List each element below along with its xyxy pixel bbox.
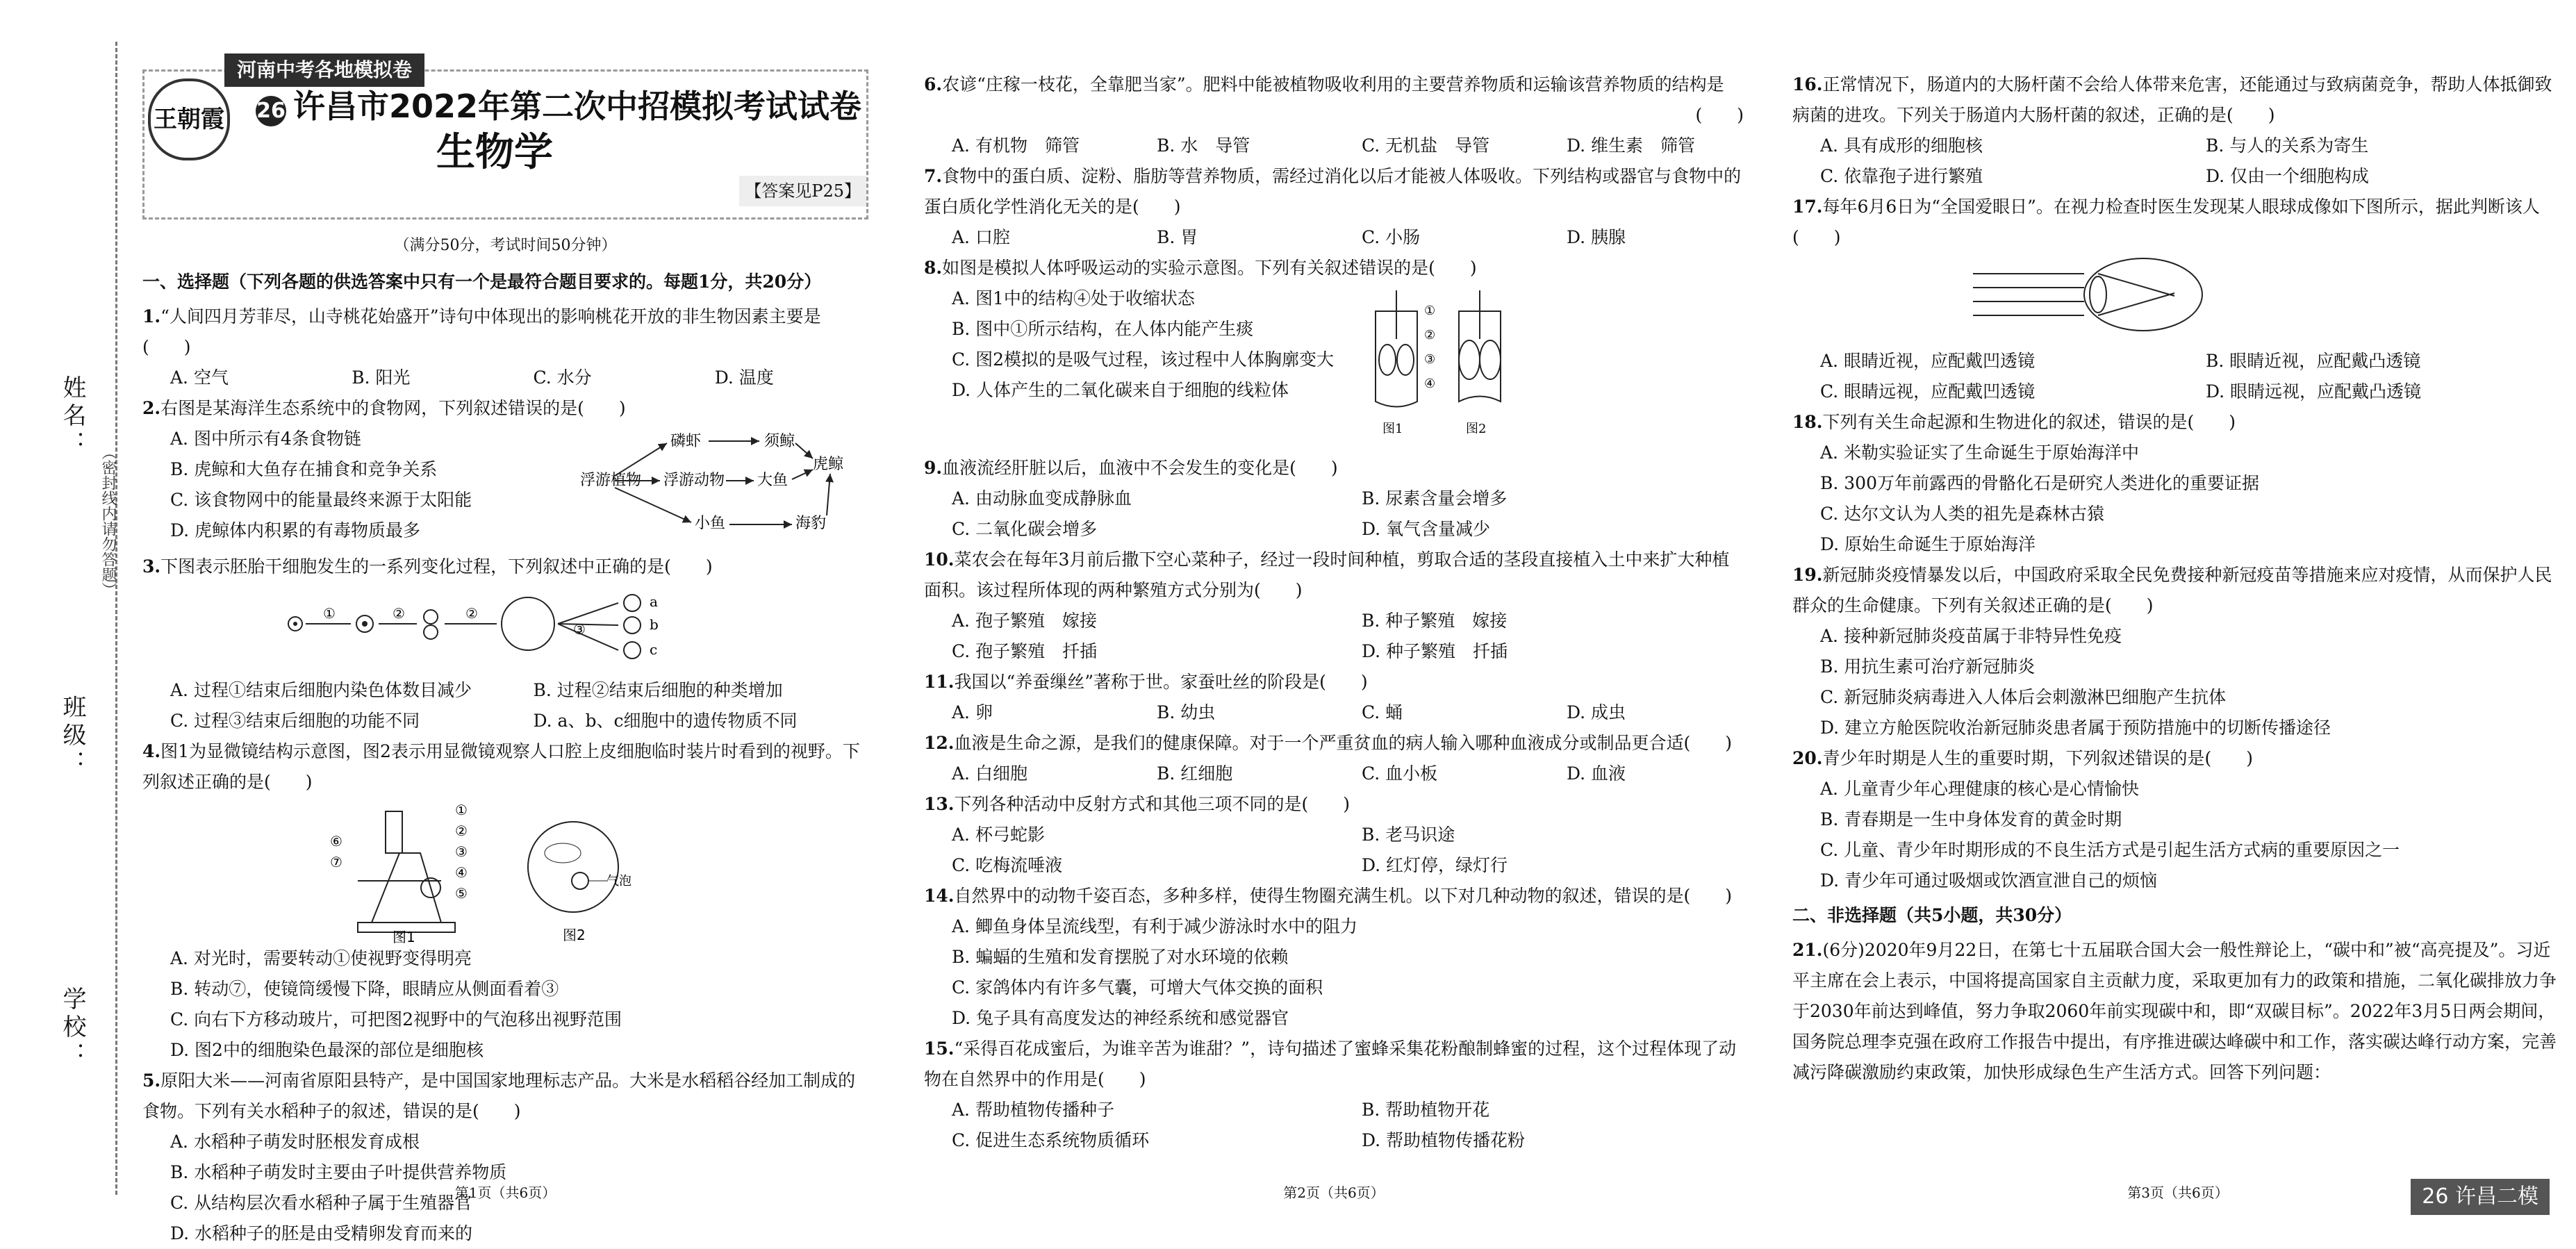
options-with-figure: [142, 424, 868, 552]
question-list-2: [924, 69, 1744, 1156]
option-B: B. 转动⑦，使镜筒缓慢下降，眼睛应从侧面看着③: [170, 979, 559, 999]
question-number: 20.: [1792, 748, 1823, 768]
question-stem: (6分)2020年9月22日，在第七十五届联合国大会一般性辩论上，“碳中和”被“高亮提及”。习近平主席在会上表示，中国将提高国家自主贡献力度，采取更加有力的政策和措施，二氧化碳排放力争于2030年前达到峰值，努力争取2060年前实现碳中和，即“双碳目标”。2022年3月5日两会期间，国务院总理李克强在政府工作报告中提出，有序推进碳达峰碳中和工作，落实碳达峰行动方案，完善减污降碳激励约束政策，加快形成绿色生产生活方式。回答下列问题：: [1792, 940, 2557, 1082]
question-number: 10.: [924, 549, 955, 570]
question-text: [142, 301, 868, 363]
page-3: [1792, 0, 2563, 1243]
question-number: 15.: [924, 1039, 955, 1059]
question-number: 1.: [142, 306, 161, 326]
question-text: [924, 667, 1744, 697]
step-1-label: ①: [323, 605, 336, 622]
option-B: B. 帮助植物开花: [1362, 1100, 1490, 1120]
page-1: [142, 0, 868, 1243]
option-A: A. 米勒实验证实了生命诞生于原始海洋中: [1820, 442, 2139, 463]
eye-figure: [1792, 253, 2563, 346]
question-stem: 菜农会在每年3月前后撒下空心菜种子，经过一段时间种植，剪取合适的茎段直接植入土中来扩大种植面积。该过程所体现的两种繁殖方式分别为( ): [924, 549, 1730, 600]
question-text: [1792, 743, 2563, 774]
option-B: B. 与人的关系为寄生: [2206, 135, 2369, 156]
question-stem: 新冠肺炎疫情暴发以后，中国政府采取全民免费接种新冠疫苗等措施来应对疫情，从而保护人民群众的生命健康。下列有关叙述正确的是( ): [1792, 565, 2552, 615]
question-text: [142, 393, 868, 424]
question-17: [1792, 192, 2563, 407]
figure-2-caption: 图2: [563, 927, 586, 943]
question-stem: 农谚“庄稼一枝花，全靠肥当家”。肥料中能被植物吸收利用的主要营养物质和运输该营养物质的结构是: [942, 74, 1724, 94]
question-8: [924, 253, 1744, 453]
exam-number-badge: 26: [256, 96, 286, 126]
option-A: A. 图中所示有4条食物链: [170, 429, 361, 449]
question-stem: 自然界中的动物千姿百态，多种多样，使得生物圈充满生机。以下对几种动物的叙述，错误的是( ): [954, 886, 1733, 906]
option-C: C. 血小板: [1362, 763, 1438, 784]
option-A: A. 水稻种子萌发时胚根发育成根: [170, 1132, 420, 1152]
option-C: C. 小肠: [1362, 227, 1421, 247]
question-number: 14.: [924, 886, 955, 906]
option-D: D. a、b、c细胞中的遗传物质不同: [533, 711, 798, 731]
option-D: D. 种子繁殖 扦插: [1362, 641, 1508, 661]
option-C: C. 水分: [533, 367, 592, 388]
option-B: B. 尿素含量会增多: [1362, 488, 1508, 508]
option-D: D. 虎鲸体内积累的有毒物质最多: [170, 520, 421, 540]
option-B: B. 胃: [1157, 227, 1198, 247]
question-stem: 图1为显微镜结构示意图，图2表示用显微镜观察人口腔上皮细胞临时装片时看到的视野。下列叙述正确的是( ): [142, 741, 860, 792]
subject-title: 生物学: [436, 130, 553, 175]
question-3: [142, 552, 868, 736]
option-C: C. 吃梅流唾液: [952, 855, 1063, 875]
question-11: [924, 667, 1744, 728]
question-stem: 原阳大米——河南省原阳县特产，是中国国家地理标志产品。大米是水稻稻谷经加工制成的食物。下列有关水稻种子的叙述，错误的是( ): [142, 1070, 856, 1121]
model-part-1: ①: [1424, 304, 1436, 318]
options: [924, 606, 1744, 667]
option-A: A. 杯弓蛇影: [952, 825, 1045, 845]
question-5: [142, 1066, 868, 1249]
class-field-label: 班级：: [58, 695, 86, 778]
figure-1-caption: 图1: [393, 929, 415, 943]
page-number-3: 第3页（共6页）: [2127, 1184, 2229, 1201]
option-B: B. 虎鲸和大鱼存在捕食和竞争关系: [170, 459, 438, 479]
question-stem: 如图是模拟人体呼吸运动的实验示意图。下列有关叙述错误的是( ): [942, 258, 1477, 278]
question-list-1: [142, 301, 868, 1249]
question-21: [1792, 935, 2563, 1088]
question-15: [924, 1034, 1744, 1156]
options: [924, 759, 1744, 789]
question-text: [924, 69, 1744, 100]
question-stem: 血液是生命之源，是我们的健康保障。对于一个严重贫血的病人输入哪种血液成分或制品更合适( ): [954, 733, 1733, 753]
options: [142, 424, 573, 546]
question-10: [924, 545, 1744, 667]
question-text: [142, 552, 868, 582]
microscope-figure: [142, 797, 868, 943]
option-D: D. 人体产生的二氧化碳来自于细胞的线粒体: [952, 380, 1289, 400]
lung-figure-2-caption: 图2: [1466, 422, 1487, 436]
question-text: [924, 1034, 1744, 1095]
option-C: C. 新冠肺炎病毒进入人体后会刺激淋巴细胞产生抗体: [1820, 687, 2227, 707]
breathing-model-figure: [1355, 283, 1528, 453]
option-C: C. 儿童、青少年时期形成的不良生活方式是引起生活方式病的重要原因之一: [1820, 840, 2400, 860]
question-text: [1792, 69, 2563, 131]
publisher-logo: [148, 78, 230, 160]
options: [142, 943, 868, 1066]
exam-header: [142, 58, 868, 220]
question-number: 4.: [142, 741, 161, 761]
question-6: [924, 69, 1744, 161]
question-text: [924, 789, 1744, 820]
options: [1792, 131, 2563, 192]
option-D: D. 图2中的细胞染色最深的部位是细胞核: [170, 1040, 484, 1060]
node-small-fish: 小鱼: [695, 515, 726, 532]
exam-title: [256, 88, 862, 126]
question-number: 9.: [924, 458, 943, 478]
option-C: C. 无机盐 导管: [1362, 135, 1490, 156]
option-C: C. 达尔文认为人类的祖先是森林古猿: [1820, 504, 2105, 524]
question-number: 6.: [924, 74, 943, 94]
option-B: B. 种子繁殖 嫁接: [1362, 611, 1508, 631]
options: [1792, 621, 2563, 743]
question-number: 16.: [1792, 74, 1823, 94]
option-C: C. 图2模拟的是吸气过程，该过程中人体胸廓变大: [952, 349, 1335, 370]
section-one-heading: 一、选择题（下列各题的供选答案中只有一个是最符合题目要求的。每题1分，共20分）: [142, 272, 822, 292]
part-6-label: ⑥: [330, 833, 342, 850]
options: [924, 131, 1744, 161]
option-B: B. 用抗生素可治疗新冠肺炎: [1820, 656, 2036, 677]
option-D: D. 青少年可通过吸烟或饮酒宣泄自己的烦恼: [1820, 870, 2158, 891]
option-C: C. 二氧化碳会增多: [952, 519, 1098, 539]
option-A: A. 鲫鱼身体呈流线型，有利于减少游泳时水中的阻力: [952, 916, 1357, 936]
options: [1792, 438, 2563, 560]
option-B: B. 老马识途: [1362, 825, 1455, 845]
option-D: D. 维生素 筛管: [1567, 135, 1696, 156]
node-seal: 海豹: [795, 515, 827, 532]
question-stem: 食物中的蛋白质、淀粉、脂肪等营养物质，需经过消化以后才能被人体吸收。下列结构或器官与食物中的蛋白质化学性消化无关的是( ): [924, 166, 1742, 217]
option-B: B. 眼睛近视，应配戴凸透镜: [2206, 351, 2421, 371]
question-number: 5.: [142, 1070, 161, 1091]
options: [142, 675, 868, 736]
option-A: A. 儿童青少年心理健康的核心是心情愉快: [1820, 779, 2139, 799]
option-D: D. 成虫: [1567, 702, 1626, 722]
question-20: [1792, 743, 2563, 896]
option-A: A. 具有成形的细胞核: [1820, 135, 1983, 156]
question-number: 13.: [924, 794, 955, 814]
option-D: D. 眼睛远视，应配戴凸透镜: [2206, 381, 2422, 402]
question-19: [1792, 560, 2563, 743]
option-C: C. 依靠孢子进行繁殖: [1820, 166, 1983, 186]
question-stem: 我国以“养蚕缫丝”著称于世。家蚕吐丝的阶段是( ): [954, 672, 1368, 692]
question-text: [924, 545, 1744, 606]
part-7-label: ⑦: [330, 854, 342, 870]
cell-c-label: c: [650, 641, 658, 658]
question-number: 8.: [924, 258, 943, 278]
part-3-label: ③: [455, 843, 468, 860]
question-text: [924, 253, 1744, 283]
node-big-fish: 大鱼: [757, 472, 789, 489]
cell-a-label: a: [650, 593, 658, 610]
logo-text: 王朝霞: [154, 106, 224, 133]
option-A: A. 对光时，需要转动①使视野变得明亮: [170, 948, 472, 968]
question-13: [924, 789, 1744, 881]
options: [1792, 774, 2563, 896]
question-number: 2.: [142, 398, 161, 418]
option-D: D. 建立方舱医院收治新冠肺炎患者属于预防措施中的切断传播途径: [1820, 718, 2331, 738]
option-B: B. 图中①所示结构，在人体内能产生痰: [952, 319, 1254, 339]
question-list-3: [1792, 69, 2563, 896]
question-text: [1792, 192, 2563, 253]
part-5-label: ⑤: [455, 885, 468, 902]
question-stem: 下图表示胚胎干细胞发生的一系列变化过程，下列叙述中正确的是( ): [160, 556, 713, 577]
part-1-label: ①: [455, 802, 468, 818]
option-A: A. 帮助植物传播种子: [952, 1100, 1114, 1120]
node-killer-whale: 虎鲸: [813, 456, 844, 473]
options: [924, 820, 1744, 881]
options: [924, 283, 1355, 406]
option-B: B. 幼虫: [1157, 702, 1216, 722]
node-phytoplankton: 浮游植物: [580, 472, 642, 489]
question-number: 17.: [1792, 197, 1823, 217]
option-C: C. 家鸽体内有许多气囊，可增大气体交换的面积: [952, 977, 1323, 998]
question-text: [1792, 407, 2563, 438]
question-stem: “人间四月芳菲尽，山寺桃花始盛开”诗句中体现出的影响桃花开放的非生物因素主要是( ): [142, 306, 821, 357]
option-C: C. 该食物网中的能量最终来源于太阳能: [170, 490, 472, 510]
page-2: [924, 0, 1744, 1243]
option-A: A. 空气: [170, 367, 229, 388]
option-C: C. 蛹: [1362, 702, 1403, 722]
option-A: A. 卵: [952, 702, 993, 722]
question-7: [924, 161, 1744, 253]
option-D: D. 氧气含量减少: [1362, 519, 1491, 539]
option-C: C. 孢子繁殖 扦插: [952, 641, 1098, 661]
bubble-label: 气泡: [606, 874, 631, 888]
model-part-3: ③: [1424, 352, 1436, 367]
series-badge: 河南中考各地模拟卷: [224, 53, 424, 87]
option-C: C. 促进生态系统物质循环: [952, 1130, 1150, 1150]
option-A: A. 由动脉血变成静脉血: [952, 488, 1132, 508]
option-A: A. 白细胞: [952, 763, 1027, 784]
school-field-label: 学校：: [58, 986, 86, 1070]
seal-note: （密封线内请勿答题）: [99, 445, 117, 597]
option-C: C. 眼睛远视，应配戴凹透镜: [1820, 381, 2036, 402]
option-B: B. 青春期是一生中身体发育的黄金时期: [1820, 809, 2122, 829]
question-2: [142, 393, 868, 552]
question-9: [924, 453, 1744, 545]
answer-reference: 【答案见P25】: [739, 176, 866, 206]
question-text: [142, 1066, 868, 1127]
lung-figure-1-caption: 图1: [1382, 422, 1403, 436]
option-D: D. 温度: [714, 367, 774, 388]
part-4-label: ④: [455, 864, 468, 881]
options: [924, 911, 1744, 1034]
option-C: C. 向右下方移动玻片，可把图2视野中的气泡移出视野范围: [170, 1009, 622, 1029]
option-B: B. 300万年前露西的骨骼化石是研究人类进化的重要证据: [1820, 473, 2259, 493]
question-stem: “采得百花成蜜后，为谁辛苦为谁甜？”，诗句描述了蜜蜂采集花粉酿制蜂蜜的过程，这个过程体现了动物在自然界中的作用是( ): [924, 1039, 1737, 1089]
question-stem: 正常情况下，肠道内的大肠杆菌不会给人体带来危害，还能通过与致病菌竞争，帮助人体抵御致病菌的进攻。下列关于肠道内大肠杆菌的叙述，正确的是( ): [1792, 74, 2552, 125]
step-3b-label: ③: [573, 621, 586, 638]
option-A: A. 眼睛近视，应配戴凹透镜: [1820, 351, 2035, 371]
option-C: C. 过程③结束后细胞的功能不同: [170, 711, 420, 731]
question-16: [1792, 69, 2563, 192]
options: [1792, 346, 2563, 407]
option-D: D. 红灯停，绿灯行: [1362, 855, 1508, 875]
question-number: 3.: [142, 556, 161, 577]
option-B: B. 红细胞: [1157, 763, 1233, 784]
step-2-label: ②: [393, 605, 405, 622]
question-text: [924, 728, 1744, 759]
option-D: D. 原始生命诞生于原始海洋: [1820, 534, 2036, 554]
binding-margin: [0, 0, 139, 1243]
question-stem: 下列有关生命起源和生物进化的叙述，错误的是( ): [1822, 412, 2236, 432]
option-D: D. 兔子具有高度发达的神经系统和感觉器官: [952, 1008, 1289, 1028]
options-with-figure: [924, 283, 1744, 453]
node-zooplankton: 浮游动物: [663, 472, 725, 489]
options: [924, 1095, 1744, 1156]
exam-tag: 26 许昌二模: [2411, 1179, 2550, 1215]
options: [924, 483, 1744, 545]
question-stem: 血液流经肝脏以后，血液中不会发生的变化是( ): [942, 458, 1338, 478]
option-D: D. 仅由一个细胞构成: [2206, 166, 2370, 186]
question-number: 12.: [924, 733, 955, 753]
option-D: D. 胰腺: [1567, 227, 1626, 247]
question-number: 11.: [924, 672, 955, 692]
answer-paren: ( ): [1695, 105, 1744, 125]
question-4: [142, 736, 868, 1066]
question-text: [924, 453, 1744, 483]
option-A: A. 图1中的结构④处于收缩状态: [952, 288, 1195, 308]
option-A: A. 有机物 筛管: [952, 135, 1080, 156]
option-A: A. 孢子繁殖 嫁接: [952, 611, 1097, 631]
page-number-2: 第2页（共6页）: [1283, 1184, 1385, 1201]
option-D: D. 水稻种子的胚是由受精卵发育而来的: [170, 1223, 473, 1243]
options: [142, 363, 868, 393]
option-D: D. 帮助植物传播花粉: [1362, 1130, 1526, 1150]
page-number-1: 第1页（共6页）: [454, 1184, 556, 1201]
option-B: B. 水 导管: [1157, 135, 1250, 156]
exam-title-text: 许昌市2022年第二次中招模拟考试试卷: [293, 88, 862, 125]
options: [924, 222, 1744, 253]
option-B: B. 阳光: [352, 367, 411, 388]
model-part-2: ②: [1424, 328, 1436, 342]
section-two-heading: 二、非选择题（共5小题，共30分）: [1792, 905, 2072, 925]
step-3a-label: ②: [465, 605, 478, 622]
node-baleen-whale: 须鲸: [764, 433, 795, 450]
option-B: B. 水稻种子萌发时主要由子叶提供营养物质: [170, 1162, 507, 1182]
option-A: A. 接种新冠肺炎疫苗属于非特异性免疫: [1820, 626, 2122, 646]
question-stem: 下列各种活动中反射方式和其他三项不同的是( ): [954, 794, 1351, 814]
option-D: D. 血液: [1567, 763, 1626, 784]
cell-b-label: b: [650, 616, 659, 633]
seal-line: [115, 42, 117, 1195]
node-krill: 磷虾: [670, 433, 702, 450]
option-C: C. 从结构层次看水稻种子属于生殖器官: [170, 1193, 472, 1213]
option-A: A. 过程①结束后细胞内染色体数目减少: [170, 680, 472, 700]
stem-cell-figure: [142, 582, 868, 675]
question-text: [1792, 560, 2563, 621]
question-number: 7.: [924, 166, 943, 186]
question-number: 18.: [1792, 412, 1823, 432]
question-text: [142, 736, 868, 797]
option-B: B. 过程②结束后细胞的种类增加: [533, 680, 783, 700]
option-B: B. 蝙蝠的生殖和发育摆脱了对水环境的依赖: [952, 947, 1289, 967]
model-part-4: ④: [1424, 377, 1436, 391]
part-2-label: ②: [455, 822, 468, 839]
question-number: 19.: [1792, 565, 1823, 585]
question-1: [142, 301, 868, 393]
question-stem: 青少年时期是人生的重要时期，下列叙述错误的是( ): [1822, 748, 2254, 768]
question-text: [924, 881, 1744, 911]
question-18: [1792, 407, 2563, 560]
food-web-figure: [573, 424, 865, 552]
exam-meta: （满分50分，考试时间50分钟）: [394, 237, 617, 254]
question-12: [924, 728, 1744, 789]
question-number: 21.: [1792, 940, 1823, 960]
options: [924, 697, 1744, 728]
option-A: A. 口腔: [952, 227, 1010, 247]
question-14: [924, 881, 1744, 1034]
question-stem: 每年6月6日为“全国爱眼日”。在视力检查时医生发现某人眼球成像如下图所示，据此判断该人( ): [1792, 197, 2540, 247]
question-text: [924, 161, 1744, 222]
question-stem: 右图是某海洋生态系统中的食物网，下列叙述错误的是( ): [160, 398, 626, 418]
name-field-label: 姓名：: [58, 375, 86, 458]
